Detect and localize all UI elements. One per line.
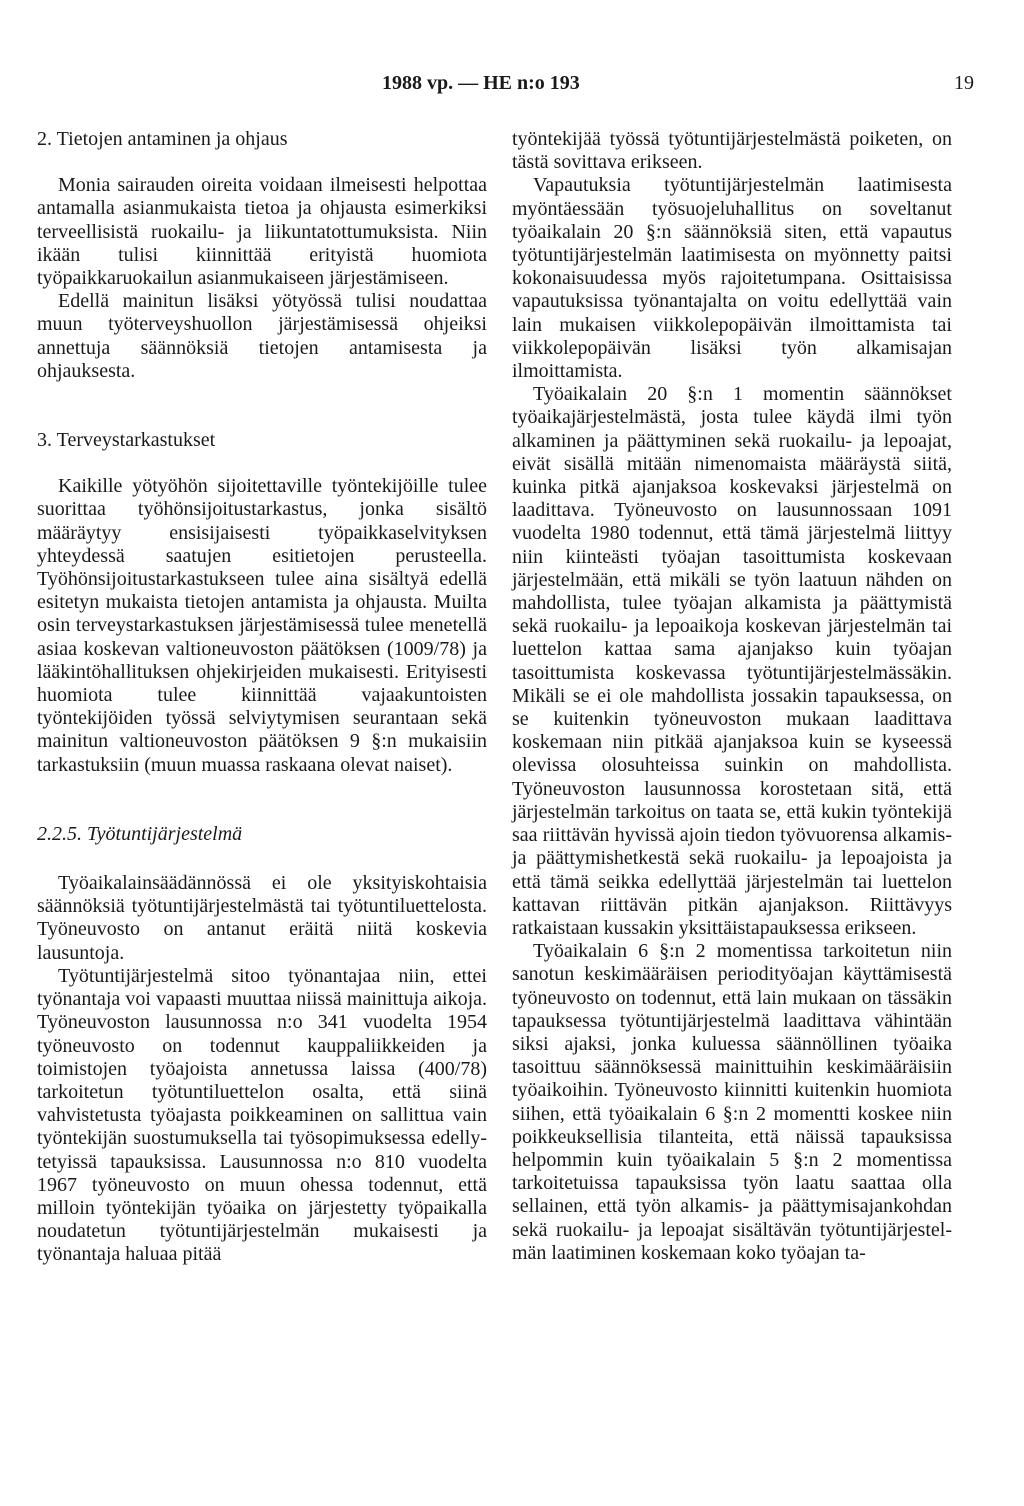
section-2-2-5-paragraph-1: Työaikalainsäädännössä ei ole yksityiskohtaisia säännöksiä työtuntijärjestelmästä tai työtuntiluettelosta. Työneuvosto on antanut eräitä niitä koskevia lausuntoja. [37, 872, 487, 964]
right-paragraph-3: Työaikalain 6 §:n 2 momentissa tarkoitetun niin sanotun keskimääräisen periodityöajan käyttämisestä työneuvosto on todennut, että lain mukaan on tässäkin tapauksessa työtuntijärjestelmä laadittava vähintään siksi ajaksi, jonka kuluessa säännöllinen työaika tasoittuu säännöksessä mainittuihin keskimääräisiin työaikoihin. Työneuvosto kiinnitti kuitenkin huomiota siihen, että työaikalain 6 §:n 2 momentti koskee niin poikkeuksellisia tilanteita, että näissä tapauksissa helpommin kuin työaikalain 5 §:n 2 momentissa tarkoitetuissa tapauksissa työn laatu saattaa olla sellainen, että työn alkamis- ja päättymisajankohdan sekä ruokailu- ja lepoajat sisältävän työtuntijärjestelmän laatiminen koskemaan koko työajan ta- [512, 940, 952, 1264]
document-title: 1988 vp. — HE n:o 193 [382, 72, 580, 94]
section-2-paragraph-1: Monia sairauden oireita voidaan ilmeisesti helpottaa antamalla asianmukaista tietoa ja ohjausta esimerkiksi terveellisistä ruokailu- ja liikuntatottumuksista. Niin ikään tulisi kiinnittää erityistä huomiota työpaikkaruokailun asianmukaiseen järjestämiseen. [37, 174, 487, 290]
section-2-paragraph-2: Edellä mainitun lisäksi yötyössä tulisi noudattaa muun työterveyshuollon järjestämisessä ohjeiksi annettuja säännöksiä tietojen antamisesta ja ohjauksesta. [37, 290, 487, 382]
right-paragraph-1: Vapautuksia työtuntijärjestelmän laatimisesta myöntäessään työsuojeluhallitus on soveltanut työaikalain 20 §:n säännöksiä siten, että vapautus työtuntijärjestelmän laatimisesta on myönnetty paitsi kokonaisuudessa myös rajoitetumpana. Osittaisissa vapautuksissa työnantajalta on voitu edellyttää vain lain mukaisen viikkolepopäivän ilmoittamista tai viikkolepopäivän lisäksi työn alkamisajan ilmoittamista. [512, 174, 952, 383]
continued-paragraph: työntekijää työssä työtuntijärjestelmästä poiketen, on tästä sovittava erikseen. [512, 128, 952, 174]
section-2-heading: 2. Tietojen antaminen ja ohjaus [37, 128, 288, 150]
section-2-2-5-paragraph-2: Työtuntijärjestelmä sitoo työnantajaa niin, ettei työnantaja voi vapaasti muuttaa niissä mainittuja aikoja. Työneuvoston lausunnossa n:o 341 vuodelta 1954 työneuvosto on todennut kauppaliikkeiden ja toimistojen työajoista annetussa laissa (400/78) tarkoitetun työtuntiluettelon osalta, että siinä vahvistetusta työajasta poikkeaminen on sallittua vain työntekijän suostumuksella tai työsopimuksessa edellytetyissä tapauksissa. Lausunnossa n:o 810 vuodelta 1967 työneuvosto on muun ohessa todennut, että milloin työntekijän työaika on järjestetty työpaikalla noudatetun työtuntijärjestelmän mukaisesti ja työnantaja haluaa pitää [37, 964, 487, 1266]
page-header [0, 72, 1024, 102]
section-2-2-5-heading: 2.2.5. Työtuntijärjestelmä [37, 822, 243, 845]
section-3-heading: 3. Terveystarkastukset [37, 429, 216, 452]
page-number: 19 [954, 72, 974, 94]
right-column [512, 128, 952, 1265]
right-paragraph-2: Työaikalain 20 §:n 1 momentin säännökset työaikajärjestelmästä, josta tulee käydä ilmi työn alkaminen ja päättyminen sekä ruokailu- ja lepoajat, eivät sisällä mitään nimenomaista määräystä siitä, kuinka pitkä ajanjaksoa koskevaksi järjestelmä on laadittava. Työneuvosto on lausunnossaan 1091 vuodelta 1980 todennut, että tämä järjestelmä liittyy niin kiinteästi työajan tasoittumista koskevaan järjestelmään, että mikäli se työn laatuun nähden on mahdollista, tulee työajan alkamista ja päättymistä sekä ruokailu- ja lepoaikoja koskevan järjestelmän tai luettelon kattaa sama ajanjakso kuin työajan tasoittumista koskevassa työtuntijärjestelmässäkin. Mikäli se ei ole mahdollista jossakin tapauksessa, on se kuitenkin työneuvoston mukaan laadittava koskemaan niin pitkää ajanjaksoa kuin se kyseessä olevissa olosuhteissa suinkin on mahdollista. Työneuvoston lausunnossa korostetaan sitä, että järjestelmän tarkoitus on taata se, että kukin työntekijä saa riittävän hyvissä ajoin tiedon työvuorensa alkamis- ja päättymishetkestä sekä ruokailu- ja lepoajoista ja että tämä seikka edellyttää järjestelmän tai luettelon kattavan riittävän pitkän ajanjakson. Riittävyys ratkaistaan kussakin yksittäistapauksessa erikseen. [512, 383, 952, 939]
section-3-paragraph-1: Kaikille yötyöhön sijoitettaville työntekijöille tulee suorittaa työhönsijoitustarkastus, jonka sisältö määräytyy ensisijaisesti työpaikkaselvityksen yhteydessä saatujen esitietojen perusteella. Työhönsijoitustarkastukseen tulee aina sisältyä edellä esitetyn mukaista tietojen antamista ja ohjausta. Muilta osin terveystarkastuksen järjestämisessä tulee menetellä asiaa koskevan valtioneuvoston päätöksen (1009/78) ja lääkintöhallituksen ohjekirjeiden mukaisesti. Erityisesti huomiota tulee kiinnittää vajaakuntoisten työntekijöiden työssä selviytymisen seurantaan sekä mainitun valtioneuvoston päätöksen 9 §:n mukaisiin tarkastuksiin (muun muassa raskaana olevat naiset). [37, 475, 487, 776]
left-column [37, 128, 487, 1267]
